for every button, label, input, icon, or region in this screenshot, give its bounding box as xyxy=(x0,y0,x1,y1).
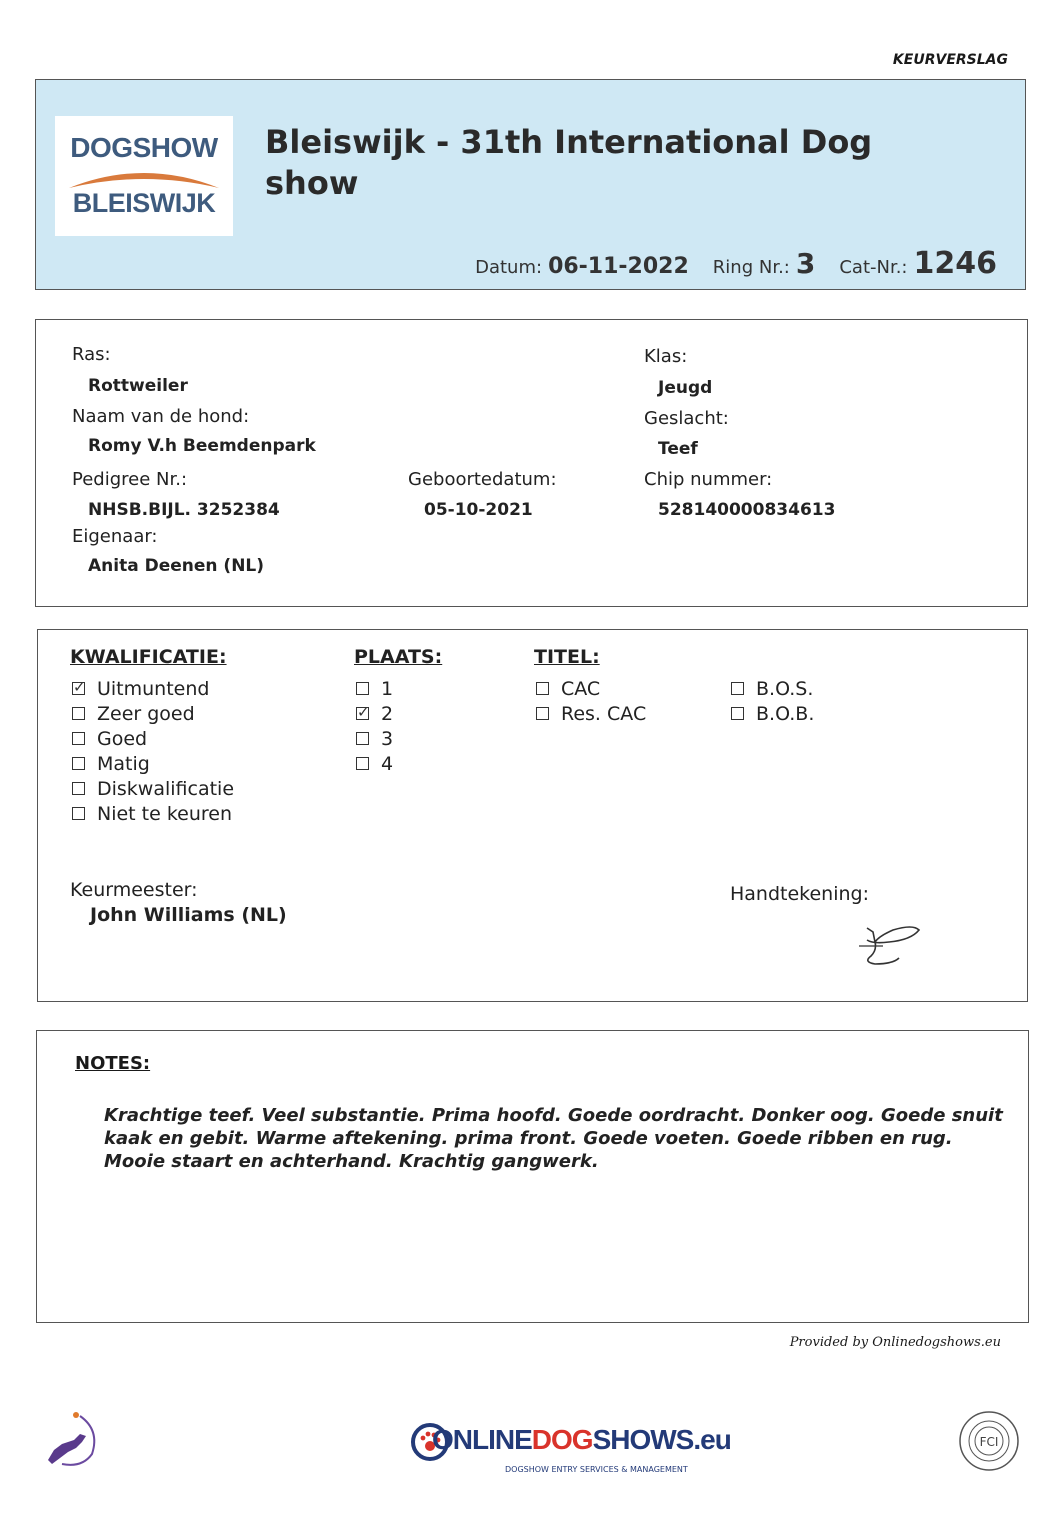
placement-option[interactable]: 3 xyxy=(356,727,393,752)
judging-box xyxy=(37,629,1028,1002)
sex-label: Geslacht: xyxy=(644,408,729,429)
title-heading: TITEL: xyxy=(534,646,600,668)
signature-label: Handtekening: xyxy=(730,883,870,905)
notes-box xyxy=(36,1030,1029,1323)
signature-icon xyxy=(853,918,933,970)
checkbox-icon[interactable] xyxy=(731,682,744,695)
ring-label: Ring Nr.: xyxy=(712,257,790,278)
class-value: Jeugd xyxy=(658,378,713,398)
qualification-option[interactable]: Zeer goed xyxy=(72,702,234,727)
qualification-option[interactable]: Matig xyxy=(72,752,234,777)
class-label: Klas: xyxy=(644,346,688,367)
checkbox-icon[interactable] xyxy=(72,732,85,745)
ring-value: 3 xyxy=(795,247,816,280)
onlinedogshows-tagline: DOGSHOW ENTRY SERVICES & MANAGEMENT xyxy=(505,1465,688,1474)
breed-label: Ras: xyxy=(72,344,111,365)
checkbox-icon[interactable] xyxy=(731,707,744,720)
checkbox-icon[interactable] xyxy=(72,707,85,720)
qualification-option[interactable]: ✓Uitmuntend xyxy=(72,677,234,702)
qualification-option[interactable]: Niet te keuren xyxy=(72,802,234,827)
event-meta xyxy=(475,246,997,281)
cat-label: Cat-Nr.: xyxy=(839,257,908,278)
chip-label: Chip nummer: xyxy=(644,469,773,490)
title-option-bob[interactable]: B.O.B. xyxy=(731,702,814,727)
placement-option[interactable]: ✓2 xyxy=(356,702,393,727)
cat-value: 1246 xyxy=(913,246,997,281)
checkbox-icon[interactable] xyxy=(536,707,549,720)
document-type: KEURVERSLAG xyxy=(892,52,1008,68)
checkbox-icon[interactable] xyxy=(72,757,85,770)
header-banner xyxy=(35,79,1026,290)
chip-value: 528140000834613 xyxy=(658,500,836,520)
date-value: 06-11-2022 xyxy=(548,254,689,279)
title-list-left xyxy=(536,677,646,727)
judge-label: Keurmeester: xyxy=(70,879,198,901)
placement-list xyxy=(356,677,393,777)
dogshow-bleiswijk-logo xyxy=(55,116,233,236)
checkbox-icon[interactable] xyxy=(72,682,85,695)
logo-line1: DOGSHOW xyxy=(70,132,218,163)
judge-name: John Williams (NL) xyxy=(90,904,287,926)
title-list-right xyxy=(731,677,814,727)
title-option-res-cac[interactable]: Res. CAC xyxy=(536,702,646,727)
event-title: Bleiswijk - 31th International Dog show xyxy=(265,123,873,202)
checkbox-icon[interactable] xyxy=(356,682,369,695)
checkbox-icon[interactable] xyxy=(536,682,549,695)
fci-text: FCI xyxy=(979,1435,999,1449)
placement-option[interactable]: 1 xyxy=(356,677,393,702)
logo-line2: BLEISWIJK xyxy=(72,188,216,218)
birth-label: Geboortedatum: xyxy=(408,469,557,490)
checkbox-icon[interactable] xyxy=(356,757,369,770)
dog-name-value: Romy V.h Beemdenpark xyxy=(88,436,316,456)
checkbox-icon[interactable] xyxy=(356,732,369,745)
onlinedogshows-wordmark: ONLINEDOGSHOWS.eu xyxy=(432,1424,731,1455)
logo-arc-icon xyxy=(67,162,221,190)
birth-value: 05-10-2021 xyxy=(424,500,533,520)
breed-value: Rottweiler xyxy=(88,376,188,396)
pedigree-label: Pedigree Nr.: xyxy=(72,469,188,490)
dog-details-box xyxy=(35,319,1028,607)
title-option-bos[interactable]: B.O.S. xyxy=(731,677,814,702)
owner-label: Eigenaar: xyxy=(72,526,158,547)
placement-option[interactable]: 4 xyxy=(356,752,393,777)
owner-value: Anita Deenen (NL) xyxy=(88,556,265,576)
pedigree-value: NHSB.BIJL. 3252384 xyxy=(88,500,280,520)
notes-heading: NOTES: xyxy=(75,1053,151,1074)
date-label: Datum: xyxy=(475,257,543,278)
title-option-cac[interactable]: CAC xyxy=(536,677,646,702)
provided-by: Provided by Onlinedogshows.eu xyxy=(789,1335,1001,1350)
notes-text: Krachtige teef. Veel substantie. Prima hoofd. Goede oordracht. Donker oog. Goede snuit kaak en gebit. Warme aftekening. prima front. Goede voeten. Goede ribben en rug. Mooie staart en achterhand. Krachtig gangwerk. xyxy=(104,1105,1003,1172)
qualification-option[interactable]: Diskwalificatie xyxy=(72,777,234,802)
checkbox-icon[interactable] xyxy=(72,782,85,795)
qualification-option[interactable]: Goed xyxy=(72,727,234,752)
sex-value: Teef xyxy=(658,439,698,459)
onlinedogshows-logo xyxy=(410,1420,731,1480)
qualification-list xyxy=(72,677,234,827)
fci-seal-icon xyxy=(958,1410,1020,1472)
placement-heading: PLAATS: xyxy=(354,646,443,668)
dog-agility-logo-icon xyxy=(40,1410,104,1470)
checkbox-icon[interactable] xyxy=(72,807,85,820)
qualification-heading: KWALIFICATIE: xyxy=(70,646,227,668)
checkbox-icon[interactable] xyxy=(356,707,369,720)
dog-name-label: Naam van de hond: xyxy=(72,406,250,427)
